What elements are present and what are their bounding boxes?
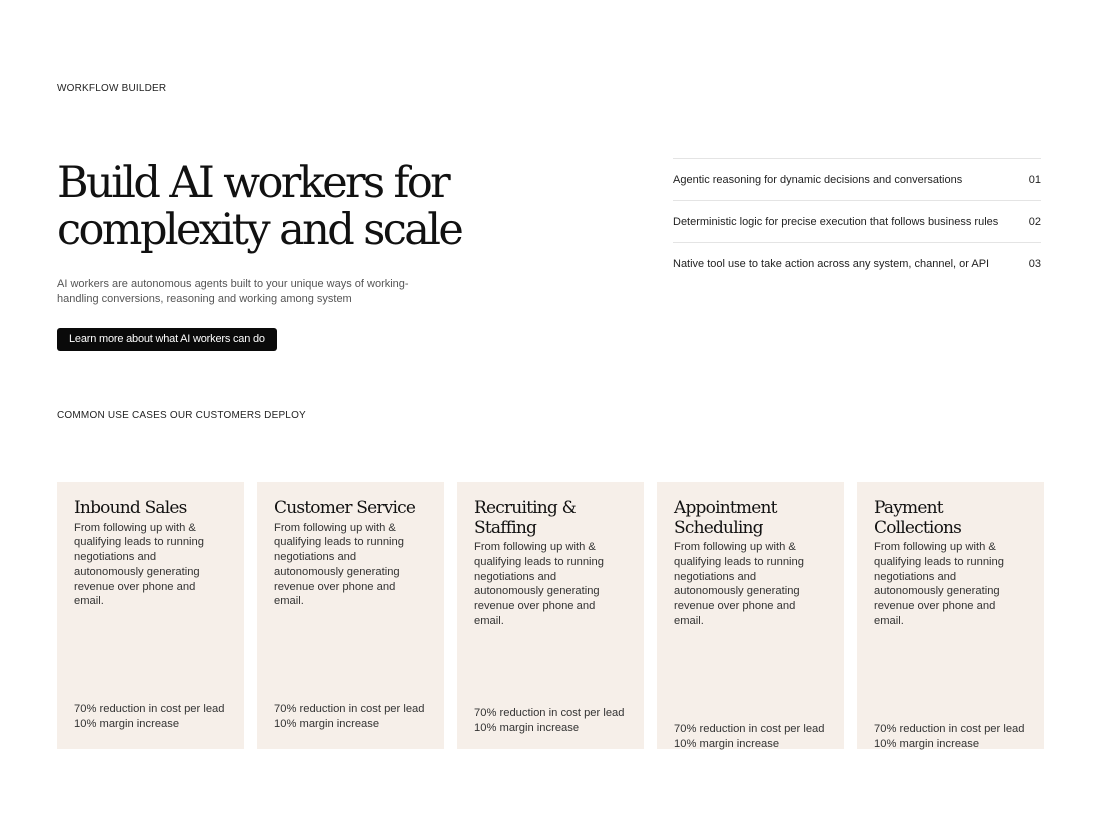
learn-more-button[interactable]: Learn more about what AI workers can do [57, 328, 277, 351]
feature-number: 01 [1028, 173, 1041, 186]
use-case-card-recruiting-staffing[interactable] [457, 482, 644, 749]
card-stat: 10% margin increase [674, 737, 780, 750]
feature-number: 03 [1028, 258, 1041, 270]
card-stats [674, 722, 825, 752]
feature-row [673, 243, 1041, 285]
card-description: From following up with & qualifying leads to running negotiations and autonomously generating revenue over phone and email. [274, 521, 404, 608]
feature-list [673, 158, 1041, 285]
card-stat: 70% reduction in cost per lead [874, 723, 1025, 735]
card-title: Payment Collections [874, 498, 962, 538]
use-cases-eyebrow: COMMON USE CASES OUR CUSTOMERS DEPLOY [57, 410, 306, 421]
card-stat: 70% reduction in cost per lead [674, 723, 825, 735]
card-stats [74, 702, 225, 732]
use-case-card-customer-service[interactable] [257, 482, 444, 749]
card-title: Appointment Scheduling [674, 498, 777, 538]
card-stat: 10% margin increase [474, 721, 580, 734]
feature-row [673, 159, 1041, 201]
card-stats [474, 706, 625, 736]
card-stats [274, 702, 425, 732]
use-case-card-payment-collections[interactable] [857, 482, 1044, 749]
card-stats [874, 722, 1025, 752]
feature-text: Agentic reasoning for dynamic decisions and conversations [673, 173, 963, 186]
card-stat: 70% reduction in cost per lead [274, 703, 425, 715]
card-stat: 70% reduction in cost per lead [474, 707, 625, 719]
page-title [57, 160, 477, 254]
page-title-line-1: Build AI workers for [57, 158, 449, 208]
use-case-card-inbound-sales[interactable] [57, 482, 244, 749]
feature-text: Native tool use to take action across any system, channel, or API [673, 258, 990, 270]
card-title: Customer Service [274, 498, 416, 518]
use-case-cards [57, 482, 1044, 749]
feature-row [673, 201, 1041, 243]
card-description: From following up with & qualifying leads to running negotiations and autonomously generating revenue over phone and email. [74, 521, 204, 608]
card-description: From following up with & qualifying leads to running negotiations and autonomously generating revenue over phone and email. [874, 541, 1004, 627]
feature-number: 02 [1028, 215, 1041, 228]
feature-text: Deterministic logic for precise execution that follows business rules [673, 215, 999, 228]
card-stat: 10% margin increase [274, 717, 380, 730]
card-title: Recruiting & Staffing [474, 498, 576, 538]
card-stat: 10% margin increase [74, 717, 180, 730]
card-description: From following up with & qualifying leads to running negotiations and autonomously generating revenue over phone and email. [474, 541, 604, 627]
use-case-card-appointment-scheduling[interactable] [657, 482, 844, 749]
section-eyebrow: WORKFLOW BUILDER [57, 83, 167, 94]
hero-description: AI workers are autonomous agents built to your unique ways of working- handling conversions, reasoning and working among system [57, 278, 409, 305]
card-description: From following up with & qualifying leads to running negotiations and autonomously generating revenue over phone and email. [674, 541, 804, 627]
card-stat: 10% margin increase [874, 737, 980, 750]
card-title: Inbound Sales [74, 498, 187, 518]
page-title-line-2: complexity and scale [57, 205, 462, 255]
card-stat: 70% reduction in cost per lead [74, 703, 225, 715]
